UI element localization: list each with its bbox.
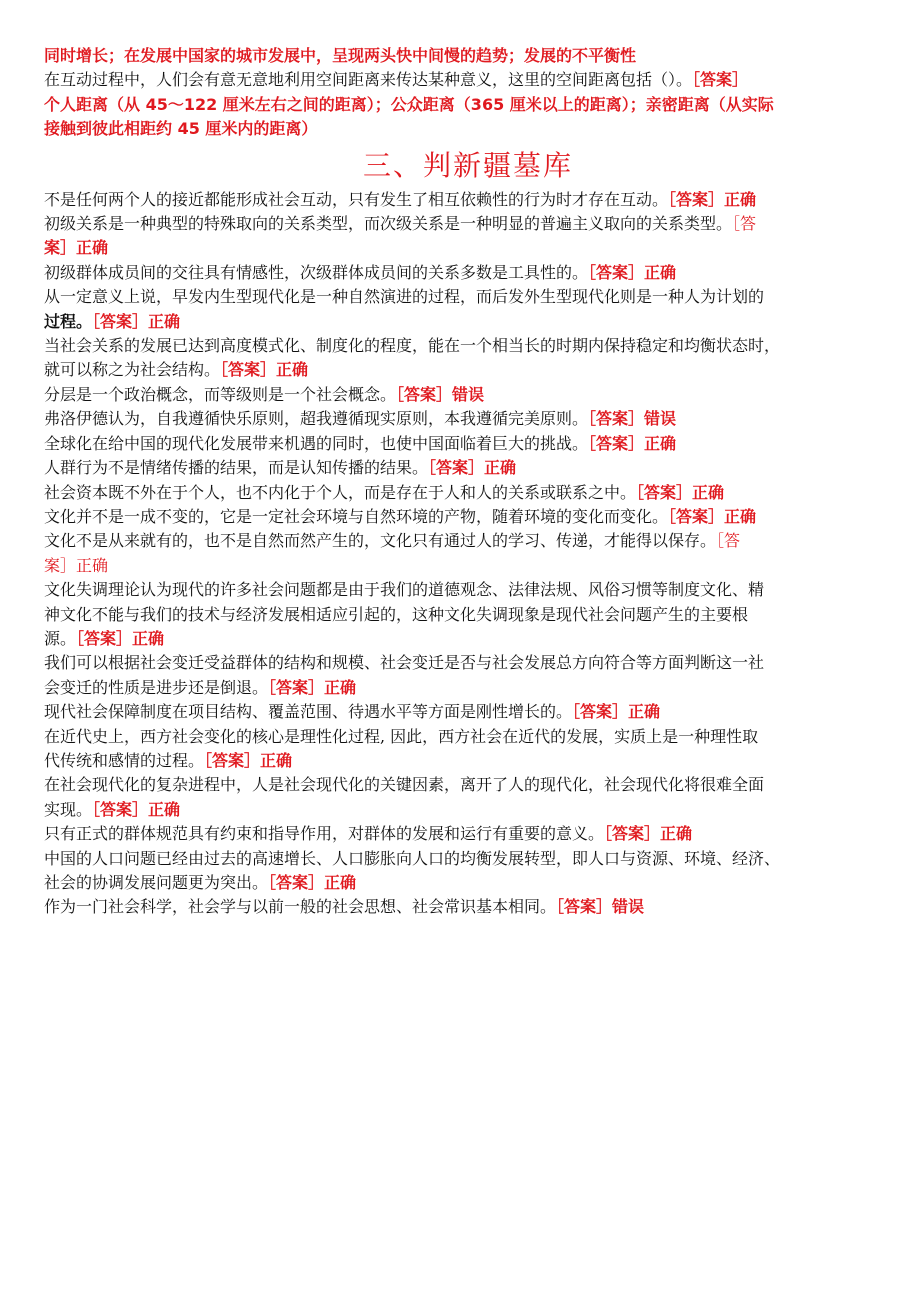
text-line [44,749,892,773]
answer-label: ［答案］正确 [428,458,517,478]
answer-label: ［答案］正确 [572,702,661,722]
document-page [44,44,892,920]
answer-text: 同时增长；在发展中国家的城市发展中，呈现两头快中间慢的趋势；发展的不平衡性 [44,46,637,65]
question-text: 源。 [44,628,77,648]
text-line [44,603,892,627]
text-line [44,44,892,68]
text-line [44,578,892,602]
answer-label: ［答案］正确 [588,433,677,453]
answer-label: ［答案］错误 [588,409,677,429]
question-text: 现代社会保障制度在项目结构、覆盖范围、待遇水平等方面是刚性增长的。 [44,702,573,722]
text-line [44,285,892,309]
question-text: 初级关系是一种典型的特殊取向的关系类型，而次级关系是一种明显的普遍主义取向的关系类型。 [44,214,733,234]
question-text: 社会的协调发展问题更为突出。 [44,873,269,892]
text-line [44,236,892,260]
question-text: 就可以称之为社会结构。 [44,360,221,380]
question-text: 在近代史上，西方社会变化的核心是理性化过程, 因此，西方社会在近代的发展，实质上是一种理性取 [44,726,759,746]
question-text: 在互动过程中，人们会有意无意地利用空间距离来传达某种意义，这里的空间距离包括（）。 [44,70,693,90]
text-line [44,700,892,724]
text-line [44,554,892,578]
text-line [44,822,892,846]
text-line [44,261,892,285]
answer-label: ［答案］正确 [588,262,677,282]
question-text: 会变迁的性质是进步还是倒退。 [44,677,269,697]
question-text: 我们可以根据社会变迁受益群体的结构和规模、社会变迁是否与社会发展总方向符合等方面判断这一社 [44,653,765,673]
answer-label: ［答案］正确 [268,677,357,697]
question-text: 从一定意义上说，早发内生型现代化是一种自然演进的过程，而后发外生型现代化则是一种人为计划的 [44,287,765,307]
text-line [44,407,892,431]
question-text: 初级群体成员间的交往具有情感性，次级群体成员间的关系多数是工具性的。 [44,262,589,282]
answer-label: ［答案］正确 [204,750,293,770]
text-line [44,334,892,358]
text-line [44,456,892,480]
question-text: 作为一门社会科学，社会学与以前一般的社会思想、社会常识基本相同。 [44,897,557,917]
answer-label: ［答案］正确 [92,799,181,819]
question-text: 文化不是从来就有的，也不是自然而然产生的，文化只有通过人的学习、传递，才能得以保存。 [44,531,717,551]
answer-label: ［答案］ [692,70,749,90]
question-text: 弗洛伊德认为，自我遵循快乐原则，超我遵循现实原则，本我遵循完美原则。 [44,409,589,429]
answer-label: ［答案］正确 [268,873,357,892]
question-text: 代传统和感情的过程。 [44,750,205,770]
answer-label: ［答 [716,531,741,551]
answer-label: ［答案］错误 [556,897,645,917]
answer-label: ［答 [732,214,757,234]
question-text: 文化失调理论认为现代的许多社会问题都是由于我们的道德观念、法律法规、风俗习惯等制度文化、精 [44,580,765,600]
text-line [44,847,892,871]
section-title: 三、判新疆墓库 [362,148,573,182]
text-line [44,432,892,456]
text-line [44,212,892,236]
answer-label: 案］正确 [44,238,109,258]
text-line [44,651,892,675]
text-line [44,773,892,797]
answer-label: ［答案］正确 [604,824,693,844]
question-text: 全球化在给中国的现代化发展带来机遇的同时，也使中国面临着巨大的挑战。 [44,433,589,453]
text-line [44,481,892,505]
question-text: 分层是一个政治概念，而等级则是一个社会概念。 [44,384,397,404]
text-line [44,871,892,895]
text-line [44,505,892,529]
answer-label: ［答案］正确 [92,311,181,331]
question-text: 实现。 [44,799,93,819]
answer-label: ［答案］正确 [668,506,757,526]
question-text: 人群行为不是情绪传播的结果，而是认知传播的结果。 [44,458,429,478]
answer-text: 接触到彼此相距约 45 厘米内的距离） [44,119,318,139]
answer-label: ［答案］错误 [396,384,485,404]
text-line [44,93,892,117]
text-line [44,529,892,553]
text-line [44,798,892,822]
text-line [44,627,892,651]
answer-label: ［答案］正确 [636,482,725,502]
text-line [44,676,892,700]
answer-label: 案］正确 [44,555,109,575]
text-line [44,310,892,334]
answer-text: 个人距离（从 45～122 厘米左右之间的距离）；公众距离（365 厘米以上的距离）；亲密距离（从实际 [44,94,774,114]
text-line [44,383,892,407]
answer-label: ［答案］正确 [76,628,165,648]
question-text: 文化并不是一成不变的，它是一定社会环境与自然环境的产物，随着环境的变化而变化。 [44,506,669,526]
text-line [44,117,892,141]
question-text: 在社会现代化的复杂进程中，人是社会现代化的关键因素，离开了人的现代化，社会现代化将很难全面 [44,775,765,795]
answer-label: ［答案］正确 [220,360,309,380]
question-text: 过程。 [44,311,93,331]
text-line [44,358,892,382]
text-line [44,725,892,749]
text-line [44,188,892,212]
answer-label: ［答案］正确 [668,189,757,209]
question-text: 当社会关系的发展已达到高度模式化、制度化的程度，能在一个相当长的时期内保持稳定和均衡状态时， [44,336,781,356]
question-text: 中国的人口问题已经由过去的高速增长、人口膨胀向人口的均衡发展转型，即人口与资源、环境、经济、 [44,848,781,868]
text-line [44,895,892,919]
question-text: 不是任何两个人的接近都能形成社会互动，只有发生了相互依赖性的行为时才存在互动。 [44,189,669,209]
question-text: 神文化不能与我们的技术与经济发展相适应引起的，这种文化失调现象是现代社会问题产生的主要根 [44,604,749,624]
question-text: 只有正式的群体规范具有约束和指导作用，对群体的发展和运行有重要的意义。 [44,824,605,844]
question-text: 社会资本既不外在于个人，也不内化于个人，而是存在于人和人的关系或联系之中。 [44,482,637,502]
text-line [44,68,892,92]
